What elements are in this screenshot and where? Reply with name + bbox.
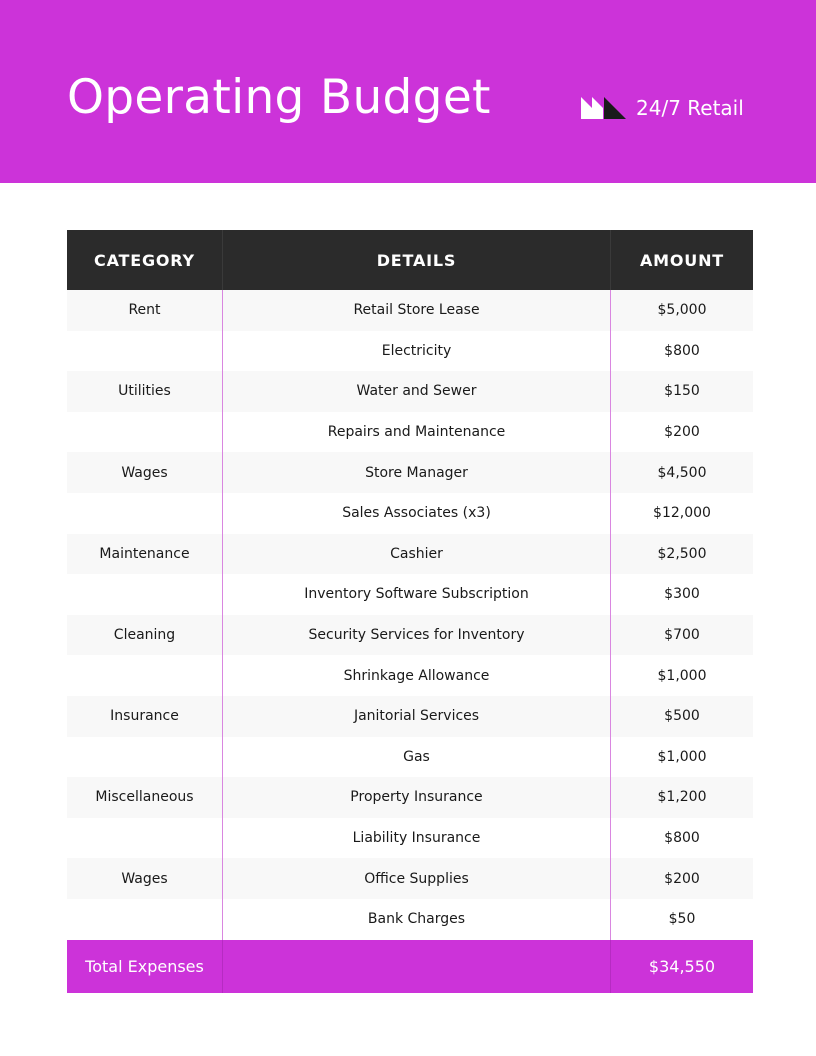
amount-cell: $500 bbox=[610, 696, 753, 737]
page-title: Operating Budget bbox=[67, 70, 491, 125]
category-cell bbox=[67, 818, 222, 859]
budget-table bbox=[67, 230, 753, 993]
brand bbox=[580, 95, 744, 121]
column-header-category: CATEGORY bbox=[94, 250, 195, 270]
category-cell bbox=[67, 899, 222, 940]
column-header-amount: AMOUNT bbox=[610, 230, 753, 290]
table-header bbox=[67, 230, 753, 290]
category-cell: Wages bbox=[121, 464, 168, 481]
table-row bbox=[67, 615, 753, 656]
details-cell: Store Manager bbox=[222, 452, 610, 493]
amount-cell: $50 bbox=[610, 899, 753, 940]
details-cell: Sales Associates (x3) bbox=[222, 493, 610, 534]
details-cell: Janitorial Services bbox=[222, 696, 610, 737]
table-row bbox=[67, 737, 753, 778]
table-row bbox=[67, 777, 753, 818]
details-cell: Electricity bbox=[222, 331, 610, 372]
table-body bbox=[67, 290, 753, 940]
amount-cell: $5,000 bbox=[610, 290, 753, 331]
amount-cell: $700 bbox=[610, 615, 753, 656]
brand-name: 24/7 Retail bbox=[636, 96, 744, 120]
table-row bbox=[67, 655, 753, 696]
amount-cell: $200 bbox=[610, 858, 753, 899]
category-cell bbox=[67, 737, 222, 778]
triangles-logo-icon bbox=[580, 96, 628, 120]
table-row bbox=[67, 574, 753, 615]
details-cell: Shrinkage Allowance bbox=[222, 655, 610, 696]
table-row bbox=[67, 371, 753, 412]
table-row bbox=[67, 858, 753, 899]
amount-cell: $800 bbox=[610, 818, 753, 859]
category-cell bbox=[67, 493, 222, 534]
amount-cell: $2,500 bbox=[610, 534, 753, 575]
category-cell: Cleaning bbox=[113, 627, 176, 644]
table-row bbox=[67, 534, 753, 575]
category-cell: Maintenance bbox=[99, 545, 190, 562]
details-cell: Gas bbox=[222, 737, 610, 778]
header-banner bbox=[0, 0, 816, 183]
category-cell: Rent bbox=[128, 302, 161, 319]
amount-cell: $4,500 bbox=[610, 452, 753, 493]
details-cell: Water and Sewer bbox=[222, 371, 610, 412]
details-cell: Retail Store Lease bbox=[222, 290, 610, 331]
category-cell bbox=[67, 574, 222, 615]
category-cell bbox=[67, 412, 222, 453]
total-amount: $34,550 bbox=[610, 940, 753, 993]
amount-cell: $200 bbox=[610, 412, 753, 453]
amount-cell: $800 bbox=[610, 331, 753, 372]
category-cell: Utilities bbox=[118, 383, 171, 400]
details-cell: Office Supplies bbox=[222, 858, 610, 899]
table-row bbox=[67, 493, 753, 534]
amount-cell: $1,000 bbox=[610, 655, 753, 696]
details-cell: Cashier bbox=[222, 534, 610, 575]
table-row bbox=[67, 696, 753, 737]
amount-cell: $1,200 bbox=[610, 777, 753, 818]
table-row bbox=[67, 290, 753, 331]
amount-cell: $12,000 bbox=[610, 493, 753, 534]
total-details-cell bbox=[222, 940, 610, 993]
table-row bbox=[67, 452, 753, 493]
table-row bbox=[67, 899, 753, 940]
amount-cell: $150 bbox=[610, 371, 753, 412]
category-cell: Insurance bbox=[110, 708, 179, 725]
table-row bbox=[67, 818, 753, 859]
category-cell: Wages bbox=[121, 870, 168, 887]
table-footer-total bbox=[67, 940, 753, 993]
details-cell: Liability Insurance bbox=[222, 818, 610, 859]
table-row bbox=[67, 331, 753, 372]
details-cell: Property Insurance bbox=[222, 777, 610, 818]
amount-cell: $300 bbox=[610, 574, 753, 615]
category-cell bbox=[67, 655, 222, 696]
category-cell bbox=[67, 331, 222, 372]
total-label: Total Expenses bbox=[85, 956, 204, 976]
details-cell: Repairs and Maintenance bbox=[222, 412, 610, 453]
amount-cell: $1,000 bbox=[610, 737, 753, 778]
details-cell: Bank Charges bbox=[222, 899, 610, 940]
category-cell: Miscellaneous bbox=[95, 789, 194, 806]
details-cell: Inventory Software Subscription bbox=[222, 574, 610, 615]
table-row bbox=[67, 412, 753, 453]
details-cell: Security Services for Inventory bbox=[222, 615, 610, 656]
column-header-details: DETAILS bbox=[222, 230, 610, 290]
